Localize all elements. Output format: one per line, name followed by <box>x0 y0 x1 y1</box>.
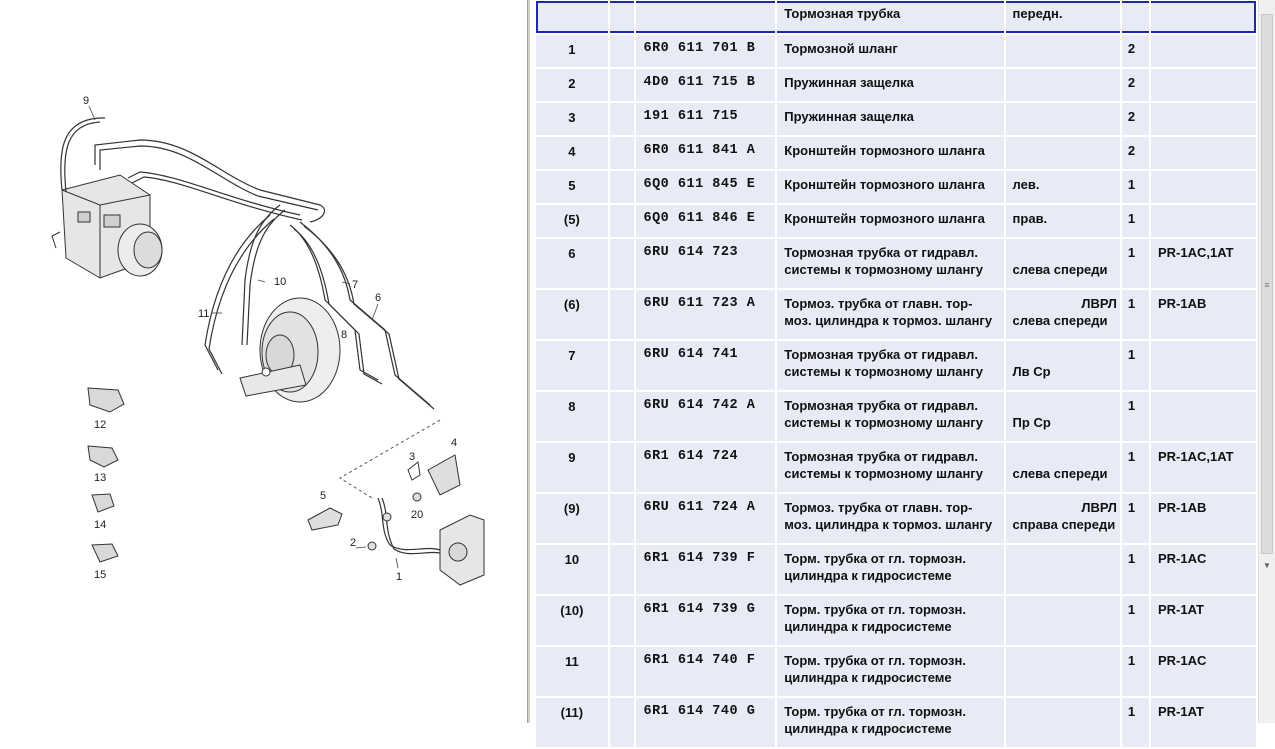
quantity-cell: 1 <box>1122 698 1149 747</box>
scroll-down-arrow-icon[interactable]: ▼ <box>1263 561 1271 570</box>
table-row[interactable] <box>536 239 1256 288</box>
note-cell <box>1006 698 1120 747</box>
spacer-cell <box>610 1 635 33</box>
condition-cell <box>1151 205 1256 237</box>
parts-table <box>534 0 1258 749</box>
leader-line <box>340 420 440 498</box>
quantity-cell <box>1122 1 1149 33</box>
quantity-cell: 2 <box>1122 137 1149 169</box>
parts-table-pane <box>531 0 1258 736</box>
position-cell: 9 <box>536 443 608 492</box>
condition-cell <box>1151 341 1256 390</box>
condition-cell <box>1151 171 1256 203</box>
callout-14: 14 <box>94 519 107 531</box>
part-name-line: Тормозная трубка <box>784 6 901 21</box>
quantity-cell: 1 <box>1122 596 1149 645</box>
part-name-line: моз. цилиндра к тормоз. шлангу <box>784 313 993 328</box>
scrollbar-grip-icon: ≡ <box>1264 280 1270 290</box>
callout-13: 13 <box>94 472 107 484</box>
note-cell <box>1006 443 1120 492</box>
note-cell <box>1006 69 1120 101</box>
part-name-cell <box>777 69 1003 101</box>
brake-caliper <box>440 515 484 585</box>
callout-8: 8 <box>341 329 348 341</box>
condition-cell: PR-1AC,1AT <box>1151 443 1256 492</box>
quantity-cell: 1 <box>1122 392 1149 441</box>
note-line: прав. <box>1012 211 1048 226</box>
condition-cell <box>1151 392 1256 441</box>
part-name-line: цилиндра к гидросистеме <box>784 619 952 634</box>
spacer-cell <box>610 392 635 441</box>
quantity-cell: 1 <box>1122 443 1149 492</box>
part-name-cell <box>777 137 1003 169</box>
note-line: Пр Ср <box>1012 415 1051 430</box>
table-row[interactable] <box>536 545 1256 594</box>
table-row[interactable] <box>536 69 1256 101</box>
spacer-cell <box>610 103 635 135</box>
part-number-cell: 6R1 614 739 G <box>636 596 775 645</box>
spacer-cell <box>610 171 635 203</box>
callout-6: 6 <box>375 292 382 304</box>
abs-unit <box>52 175 162 278</box>
table-row[interactable] <box>536 647 1256 696</box>
note-top-line: ЛВРЛ <box>1081 296 1117 311</box>
brake-hose <box>378 498 444 554</box>
condition-cell: PR-1AC,1AT <box>1151 239 1256 288</box>
note-cell <box>1006 35 1120 67</box>
condition-cell <box>1151 103 1256 135</box>
part-name-line: Торм. трубка от гл. тормозн. <box>784 602 966 617</box>
table-row[interactable] <box>536 596 1256 645</box>
callout-5: 5 <box>320 490 327 502</box>
part-number-cell: 4D0 611 715 B <box>636 69 775 101</box>
quantity-cell: 1 <box>1122 239 1149 288</box>
part-number-cell: 6RU 611 724 A <box>636 494 775 543</box>
scrollbar-thumb[interactable] <box>1261 14 1273 554</box>
quantity-cell: 1 <box>1122 341 1149 390</box>
note-cell <box>1006 392 1120 441</box>
part-number-cell: 6RU 614 723 <box>636 239 775 288</box>
part-name-cell <box>777 647 1003 696</box>
note-cell <box>1006 1 1120 33</box>
part-name-line: моз. цилиндра к тормоз. шлангу <box>784 517 993 532</box>
quantity-cell: 1 <box>1122 647 1149 696</box>
callout-9: 9 <box>83 95 90 107</box>
part-name-line: Кронштейн тормозного шланга <box>784 143 985 158</box>
note-cell <box>1006 596 1120 645</box>
parts-diagram-pane <box>0 0 527 723</box>
callout-3: 3 <box>409 451 416 463</box>
part-name-line: Кронштейн тормозного шланга <box>784 177 985 192</box>
callout-7: 7 <box>352 279 359 291</box>
part-name-line: системы к тормозному шлангу <box>784 364 983 379</box>
table-row[interactable] <box>536 341 1256 390</box>
spacer-cell <box>610 698 635 747</box>
position-cell: (6) <box>536 290 608 339</box>
part-number-cell: 6R1 614 724 <box>636 443 775 492</box>
callout-11: 11 <box>198 308 210 320</box>
part-number-cell: 6R1 614 739 F <box>636 545 775 594</box>
part-name-line: цилиндра к гидросистеме <box>784 568 952 583</box>
table-row[interactable] <box>536 205 1256 237</box>
part-name-line: Пружинная защелка <box>784 109 914 124</box>
table-row[interactable] <box>536 494 1256 543</box>
table-row[interactable] <box>536 137 1256 169</box>
quantity-cell: 1 <box>1122 494 1149 543</box>
position-cell: 4 <box>536 137 608 169</box>
part-name-line: системы к тормозному шлангу <box>784 415 983 430</box>
quantity-cell: 1 <box>1122 205 1149 237</box>
part-name-line: Тормоз. трубка от главн. тор- <box>784 296 973 311</box>
position-cell: 6 <box>536 239 608 288</box>
table-row-selected[interactable] <box>536 1 1256 33</box>
part-name-line: Тормоз. трубка от главн. тор- <box>784 500 973 515</box>
callout-2: 2 <box>350 537 357 549</box>
condition-cell <box>1151 69 1256 101</box>
part-name-cell <box>777 341 1003 390</box>
brake-booster <box>240 298 340 402</box>
note-line: передн. <box>1012 6 1063 21</box>
part-name-cell <box>777 494 1003 543</box>
position-cell: (5) <box>536 205 608 237</box>
spacer-cell <box>610 205 635 237</box>
part-name-cell <box>777 171 1003 203</box>
table-row[interactable] <box>536 392 1256 441</box>
table-row[interactable] <box>536 698 1256 747</box>
quantity-cell: 2 <box>1122 103 1149 135</box>
callout-15: 15 <box>94 569 107 581</box>
condition-cell: PR-1AB <box>1151 290 1256 339</box>
quantity-cell: 1 <box>1122 171 1149 203</box>
part-name-cell <box>777 1 1003 33</box>
note-line: слева спереди <box>1012 466 1108 481</box>
part-name-line: Тормозная трубка от гидравл. <box>784 449 978 464</box>
part-name-line: Кронштейн тормозного шланга <box>784 211 985 226</box>
condition-cell: PR-1AB <box>1151 494 1256 543</box>
note-cell <box>1006 239 1120 288</box>
spacer-cell <box>610 647 635 696</box>
table-row[interactable] <box>536 103 1256 135</box>
note-cell <box>1006 647 1120 696</box>
position-cell: 8 <box>536 392 608 441</box>
part-name-line: Тормозная трубка от гидравл. <box>784 347 978 362</box>
spacer-cell <box>610 69 635 101</box>
part-name-cell <box>777 239 1003 288</box>
spacer-cell <box>610 494 635 543</box>
condition-cell <box>1151 1 1256 33</box>
table-row[interactable] <box>536 171 1256 203</box>
part-name-line: Торм. трубка от гл. тормозн. <box>784 551 966 566</box>
note-top-line: ЛВРЛ <box>1081 500 1117 515</box>
part-name-line: цилиндра к гидросистеме <box>784 670 952 685</box>
part-number-cell: 6RU 611 723 A <box>636 290 775 339</box>
part-number-cell: 6R0 611 841 A <box>636 137 775 169</box>
quantity-cell: 2 <box>1122 69 1149 101</box>
part-number-cell <box>636 1 775 33</box>
part-number-cell: 6RU 614 742 A <box>636 392 775 441</box>
position-cell: 10 <box>536 545 608 594</box>
position-cell: (11) <box>536 698 608 747</box>
callout-20: 20 <box>411 509 424 521</box>
vertical-scrollbar[interactable] <box>1258 0 1275 723</box>
quantity-cell: 1 <box>1122 545 1149 594</box>
callout-10: 10 <box>274 276 287 288</box>
condition-cell: PR-1AT <box>1151 698 1256 747</box>
part-name-line: Тормозная трубка от гидравл. <box>784 398 978 413</box>
callout-12: 12 <box>94 419 107 431</box>
spacer-cell <box>610 35 635 67</box>
condition-cell: PR-1AC <box>1151 545 1256 594</box>
position-cell: 5 <box>536 171 608 203</box>
part-name-cell <box>777 392 1003 441</box>
part-name-cell <box>777 698 1003 747</box>
note-cell <box>1006 341 1120 390</box>
part-name-line: цилиндра к гидросистеме <box>784 721 952 736</box>
position-cell: 2 <box>536 69 608 101</box>
position-cell: 7 <box>536 341 608 390</box>
part-name-line: Торм. трубка от гл. тормозн. <box>784 704 966 719</box>
note-cell <box>1006 103 1120 135</box>
note-cell <box>1006 545 1120 594</box>
spacer-cell <box>610 137 635 169</box>
part-name-line: Торм. трубка от гл. тормозн. <box>784 653 966 668</box>
spacer-cell <box>610 545 635 594</box>
spacer-cell <box>610 290 635 339</box>
position-cell <box>536 1 608 33</box>
quantity-cell: 2 <box>1122 35 1149 67</box>
table-row[interactable] <box>536 290 1256 339</box>
condition-cell: PR-1AT <box>1151 596 1256 645</box>
note-cell <box>1006 290 1120 339</box>
quantity-cell: 1 <box>1122 290 1149 339</box>
condition-cell <box>1151 137 1256 169</box>
part-number-cell: 6RU 614 741 <box>636 341 775 390</box>
position-cell: 1 <box>536 35 608 67</box>
note-cell <box>1006 205 1120 237</box>
spacer-cell <box>610 341 635 390</box>
position-cell: 11 <box>536 647 608 696</box>
part-name-line: Тормозной шланг <box>784 41 898 56</box>
part-number-cell: 191 611 715 <box>636 103 775 135</box>
callout-1: 1 <box>396 571 403 583</box>
note-line: лев. <box>1012 177 1040 192</box>
part-name-cell <box>777 205 1003 237</box>
part-name-cell <box>777 35 1003 67</box>
note-cell <box>1006 494 1120 543</box>
note-line: слева спереди <box>1012 262 1108 277</box>
part-number-cell: 6R0 611 701 B <box>636 35 775 67</box>
part-number-cell: 6Q0 611 846 E <box>636 205 775 237</box>
part-number-cell: 6R1 614 740 F <box>636 647 775 696</box>
part-name-line: системы к тормозному шлангу <box>784 262 983 277</box>
note-line: Лв Ср <box>1012 364 1051 379</box>
part-name-line: Пружинная защелка <box>784 75 914 90</box>
part-number-cell: 6R1 614 740 G <box>636 698 775 747</box>
table-row[interactable] <box>536 35 1256 67</box>
part-name-cell <box>777 443 1003 492</box>
table-row[interactable] <box>536 443 1256 492</box>
spacer-cell <box>610 443 635 492</box>
condition-cell <box>1151 35 1256 67</box>
brake-lines-diagram <box>0 0 527 723</box>
note-cell <box>1006 171 1120 203</box>
part-name-line: системы к тормозному шлангу <box>784 466 983 481</box>
part-name-line: Тормозная трубка от гидравл. <box>784 245 978 260</box>
callout-4: 4 <box>451 437 458 449</box>
spacer-cell <box>610 239 635 288</box>
part-name-cell <box>777 290 1003 339</box>
note-line: слева спереди <box>1012 313 1108 328</box>
note-cell <box>1006 137 1120 169</box>
part-name-cell <box>777 103 1003 135</box>
note-line: справа спереди <box>1012 517 1116 532</box>
position-cell: (9) <box>536 494 608 543</box>
position-cell: 3 <box>536 103 608 135</box>
part-name-cell <box>777 596 1003 645</box>
position-cell: (10) <box>536 596 608 645</box>
part-name-cell <box>777 545 1003 594</box>
spacer-cell <box>610 596 635 645</box>
part-number-cell: 6Q0 611 845 E <box>636 171 775 203</box>
condition-cell: PR-1AC <box>1151 647 1256 696</box>
